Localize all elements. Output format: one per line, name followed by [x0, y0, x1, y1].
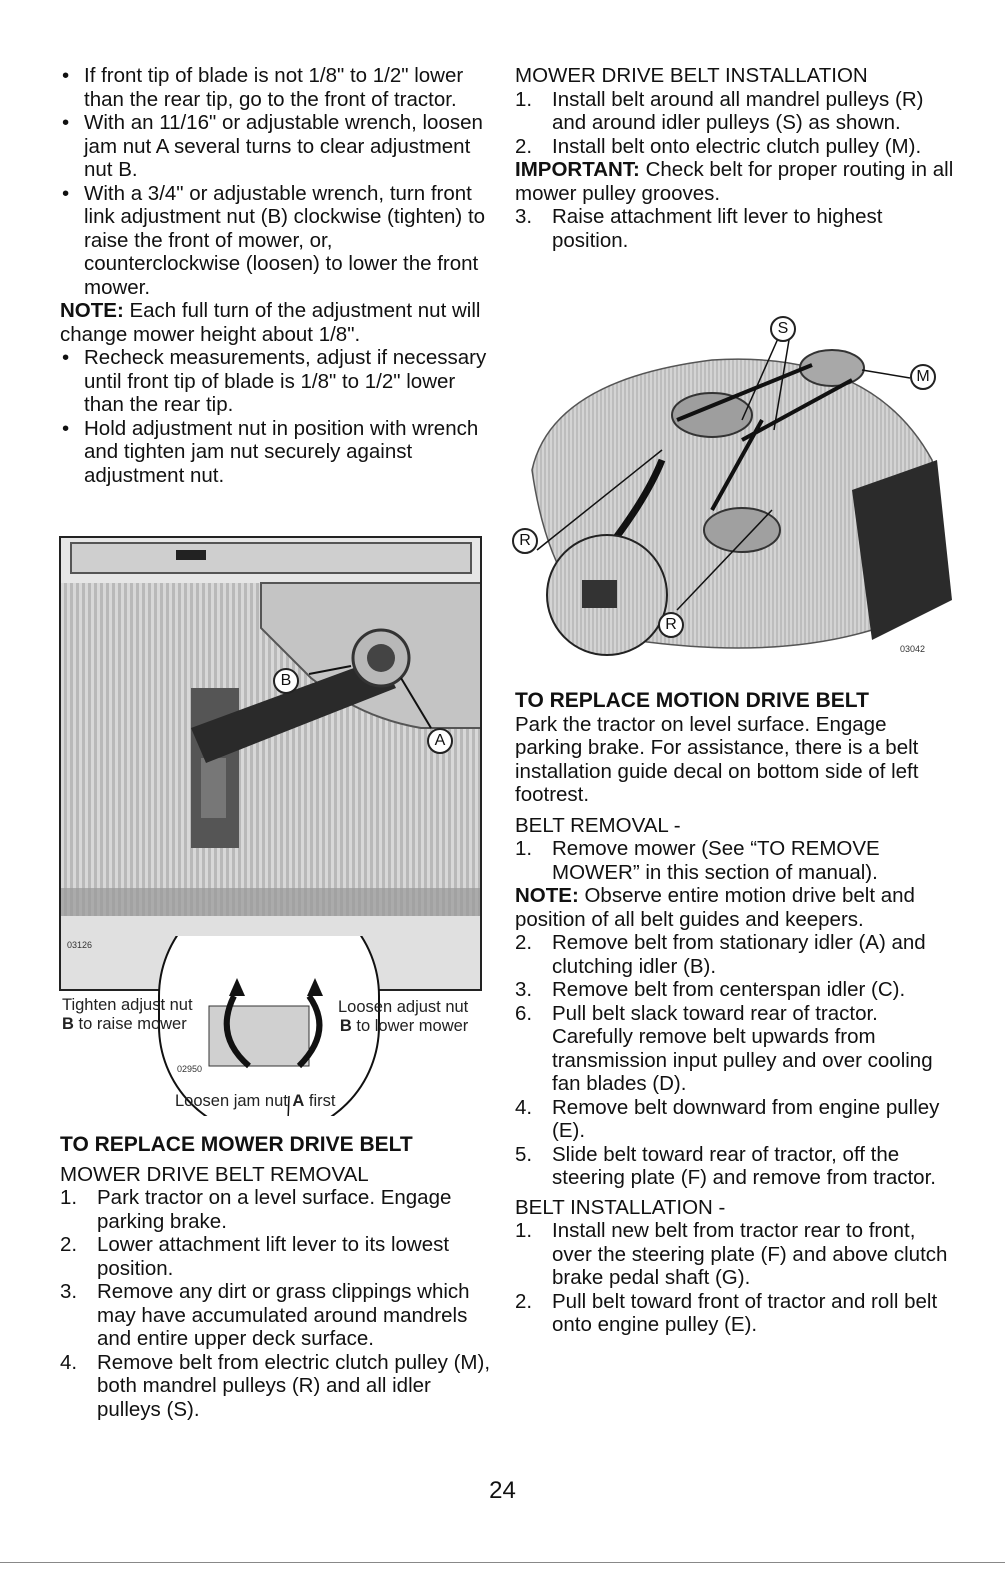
section-heading: TO REPLACE MOTION DRIVE BELT [515, 689, 869, 712]
step-text: Remove belt from centerspan idler (C). [552, 978, 906, 1001]
section-subheading: MOWER DRIVE BELT INSTALLATION [515, 64, 868, 87]
important-paragraph [515, 158, 955, 205]
note-label: NOTE: [60, 299, 124, 322]
section-subheading: MOWER DRIVE BELT REMOVAL [60, 1162, 369, 1186]
caption-loosen-bold: B [339, 1017, 352, 1035]
list-item [60, 1233, 492, 1280]
step-text: Install new belt from tractor rear to front, over the steering plate (F) and above clutch brake pedal shaft (G). [552, 1219, 948, 1289]
step-number: 1. [515, 837, 533, 860]
list-item: • With an 11/16" or adjustable wrench, loosen jam nut A several turns to clear adjustment nut B. [60, 111, 492, 182]
photo-code: 03126 [67, 940, 93, 950]
list-item: • Hold adjustment nut in position with wrench and tighten jam nut securely against adjustment nut. [60, 417, 492, 488]
callout-b: B [273, 668, 299, 694]
inset-code: 02950 [177, 1064, 203, 1074]
caption-loosen-line2 [338, 1017, 468, 1036]
step-number: 4. [515, 1095, 533, 1119]
step-number: 2. [515, 931, 533, 954]
step-text: Remove belt from stationary idler (A) and clutching idler (B). [552, 931, 926, 978]
callout-r: R [658, 612, 684, 638]
step-number: 5. [515, 1142, 533, 1166]
caption-loosen-line1: Loosen adjust nut [338, 998, 469, 1016]
caption-jam-text: Loosen jam nut [175, 1092, 293, 1110]
figure-code: 03042 [900, 644, 926, 654]
list-item [60, 1280, 492, 1351]
caption-tighten [62, 996, 193, 1034]
step-text: Install belt onto electric clutch pulley (M). [552, 134, 922, 158]
step-text: Park tractor on a level surface. Engage parking brake. [97, 1186, 452, 1233]
step-text: Raise attachment lift lever to highest position. [552, 205, 883, 252]
mower-deck-diagram [512, 310, 962, 665]
step-number: 1. [60, 1186, 78, 1209]
bottom-divider [0, 1562, 1005, 1563]
section-heading: TO REPLACE MOWER DRIVE BELT [60, 1133, 413, 1156]
note-label: NOTE: [515, 884, 579, 907]
list-item [515, 88, 955, 135]
list-item [515, 1143, 955, 1190]
step-text: Pull belt toward front of tractor and roll belt onto engine pulley (E). [552, 1289, 938, 1336]
mower-deck-figure [512, 310, 962, 665]
step-number: 2. [515, 1289, 533, 1313]
note-paragraph [60, 299, 492, 346]
list-item: • Recheck measurements, adjust if necessary until front tip of blade is 1/8" to 1/2" lower than the rear tip. [60, 346, 492, 417]
callout-m: M [910, 364, 936, 390]
step-number: 2. [515, 134, 533, 158]
caption-loosen [338, 998, 468, 1036]
important-label: IMPORTANT: [515, 158, 640, 181]
list-item [515, 931, 955, 978]
section-subheading: BELT REMOVAL - [515, 813, 681, 837]
step-text: Remove mower (See “TO REMOVE MOWER” in this section of manual). [552, 837, 880, 884]
note-paragraph [515, 884, 955, 931]
step-text: Remove belt downward from engine pulley (E). [552, 1095, 940, 1142]
list-item [515, 1219, 955, 1290]
list-item [515, 837, 955, 884]
step-number: 2. [60, 1233, 78, 1256]
step-number: 1. [515, 1219, 533, 1242]
important-text: Check belt for proper routing in all mower pulley grooves. [515, 158, 954, 205]
page-number: 24 [489, 1477, 516, 1504]
motion-drive-section [515, 689, 955, 1337]
list-item [515, 1096, 955, 1143]
step-text: Lower attachment lift lever to its lowest position. [97, 1233, 450, 1280]
step-number: 1. [515, 87, 533, 111]
step-number: 4. [60, 1350, 78, 1374]
mower-belt-section [60, 1133, 492, 1421]
list-item [515, 135, 955, 159]
step-text: Remove any dirt or grass clippings which may have accumulated around mandrels and entire upper deck surface. [97, 1280, 470, 1350]
list-item [515, 205, 955, 252]
step-text: Slide belt toward rear of tractor, off the steering plate (F) and remove from tractor. [552, 1142, 936, 1189]
caption-tighten-bold: B [62, 1015, 74, 1033]
section-subheading: BELT INSTALLATION - [515, 1195, 726, 1219]
caption-jam [175, 1092, 336, 1111]
note-text: Observe entire motion drive belt and position of all belt guides and keepers. [515, 884, 915, 931]
callout-a: A [427, 728, 453, 754]
caption-jam-text-2: first [304, 1092, 336, 1110]
step-text: Pull belt slack toward rear of tractor. Carefully remove belt upwards from transmission input pulley and over cooling fan blades (D). [552, 1001, 933, 1095]
list-item: • With a 3/4" or adjustable wrench, turn front link adjustment nut (B) clockwise (tighten) to raise the front of mower, or, counterclockwise (loosen) to lower the front mower. [60, 182, 492, 300]
callout-s: S [770, 316, 796, 342]
step-number: 3. [515, 978, 533, 1001]
list-item [515, 978, 955, 1002]
list-item [60, 1351, 492, 1422]
callout-r: R [512, 528, 538, 554]
caption-jam-bold: A [292, 1092, 305, 1110]
caption-tighten-text: to raise mower [73, 1015, 187, 1033]
adjustment-nut-photo [59, 536, 482, 991]
list-item [515, 1290, 955, 1337]
list-item [515, 1002, 955, 1096]
list-item [60, 1186, 492, 1233]
step-text: Install belt around all mandrel pulleys (R) and around idler pulleys (S) as shown. [552, 87, 924, 134]
intro-paragraph: Park the tractor on level surface. Engage parking brake. For assistance, there is a belt installation guide decal on bottom side of left footrest. [515, 712, 919, 806]
step-number: 6. [515, 1001, 533, 1025]
note-text: Each full turn of the adjustment nut will change mower height about 1/8". [60, 299, 481, 346]
right-column-top [515, 64, 955, 252]
step-number: 3. [515, 205, 533, 228]
step-number: 3. [60, 1280, 78, 1303]
caption-tighten-line1: Tighten adjust nut [62, 996, 193, 1014]
caption-tighten-line2 [62, 1015, 193, 1034]
step-text: Remove belt from electric clutch pulley (M), both mandrel pulleys (R) and all idler pulleys (S). [97, 1350, 491, 1421]
caption-loosen-text: to lower mower [351, 1017, 469, 1035]
list-item: • If front tip of blade is not 1/8" to 1/2" lower than the rear tip, go to the front of tractor. [60, 64, 492, 111]
left-column [60, 64, 492, 487]
